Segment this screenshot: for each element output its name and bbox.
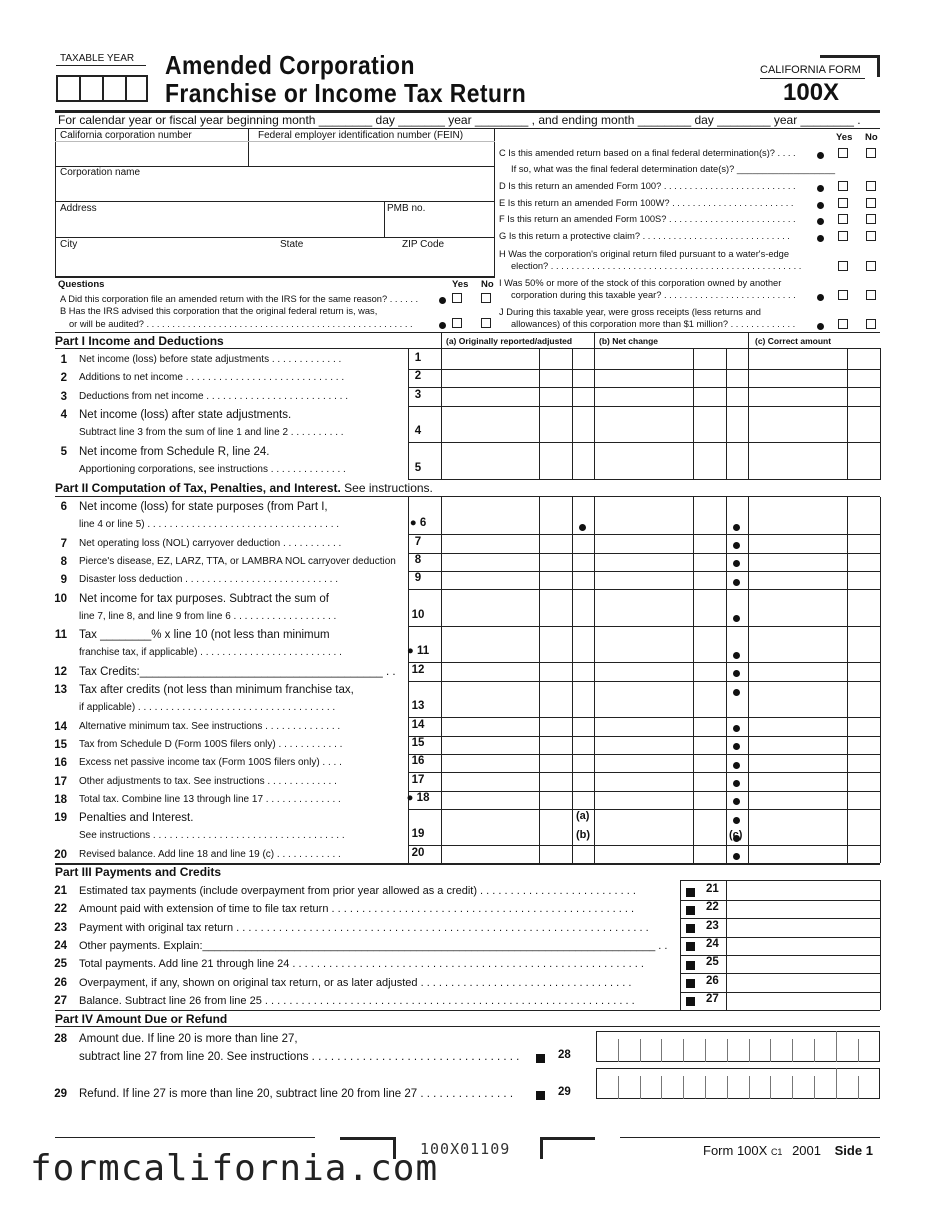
line-ref: 2: [414, 370, 422, 383]
part4-title: Part IV Amount Due or Refund: [55, 1012, 228, 1026]
line-ref: 3: [414, 388, 422, 401]
line-number: 19: [54, 812, 67, 825]
divider: [56, 65, 146, 66]
line-ref: 20: [411, 846, 425, 859]
question-b-cont: or will be audited? . . . . . . . . . . . . . . . . . . . . . . . . . . . . . . . . . . . . . . . . . . . . . . . . . . . .: [69, 319, 413, 329]
corp-name-field[interactable]: [56, 179, 494, 201]
line28-amount-field[interactable]: [596, 1031, 880, 1062]
line-text: franchise tax, if applicable) . . . . . . . . . . . . . . . . . . . . . . . . . .: [79, 647, 342, 659]
amount-field[interactable]: [442, 790, 847, 808]
part3-title: Part III Payments and Credits: [55, 865, 222, 879]
form-c1: C1: [770, 1147, 783, 1157]
line-ref: 24: [706, 937, 719, 950]
bullet-icon: [817, 235, 824, 242]
line-ref: 25: [706, 956, 719, 969]
amount-field[interactable]: [727, 919, 879, 937]
question-j: J During this taxable year, were gross receipts (less returns and: [499, 307, 761, 317]
line29-text: Refund. If line 27 is more than line 20, subtract line 20 from line 27 . . . . . . . . . . . . . . .: [79, 1088, 514, 1100]
page-title: Amended Corporation: [165, 50, 415, 80]
amount-field[interactable]: [727, 955, 879, 973]
line-text: Additions to net income . . . . . . . . . . . . . . . . . . . . . . . . . . . . .: [79, 372, 345, 384]
line-ref: 26: [706, 974, 719, 987]
amount-field[interactable]: [442, 845, 847, 863]
line-number: 4: [60, 408, 67, 421]
side-label: Side 1: [834, 1143, 873, 1158]
form-id: Form 100X: [703, 1143, 768, 1158]
bullet-icon: [733, 725, 740, 732]
question-g-no-checkbox[interactable]: [866, 231, 876, 241]
fein-label: Federal employer identification number (FEIN): [258, 130, 464, 141]
question-j-cont-no-checkbox[interactable]: [866, 319, 876, 329]
line29-amount-field[interactable]: [596, 1068, 880, 1099]
amount-field[interactable]: [442, 515, 847, 533]
form-number: 100X: [783, 79, 840, 106]
line-text: line 4 or line 5) . . . . . . . . . . . . . . . . . . . . . . . . . . . . . . . . . . .: [79, 519, 340, 531]
bullet-icon: [817, 152, 824, 159]
form-label: CALIFORNIA FORM: [760, 64, 861, 76]
question-e-no-checkbox[interactable]: [866, 198, 876, 208]
bullet-icon: [733, 817, 740, 824]
line-text: Estimated tax payments (include overpayment from prior year allowed as a credit) . . . . . . . . . . . . . . . . . . . . . . . . . .: [79, 885, 636, 897]
state-label: State: [280, 239, 304, 250]
line-number: 11: [54, 629, 67, 642]
line-text: Tax Credits:______________________________________ . .: [79, 665, 396, 678]
bullet-icon: [733, 542, 740, 549]
amount-field[interactable]: [442, 735, 847, 753]
fein-field[interactable]: [249, 142, 469, 166]
line-ref: 10: [411, 608, 425, 621]
line-ref: 7: [414, 535, 422, 548]
line19-sub-c: (c): [729, 829, 743, 841]
question-h-cont-yes-checkbox[interactable]: [838, 261, 848, 271]
bullet-icon: [733, 652, 740, 659]
bullet-icon: [817, 218, 824, 225]
line-ref: 8: [414, 553, 422, 566]
line-ref: 5: [414, 461, 422, 474]
question-g: G Is this return a protective claim? . . . . . . . . . . . . . . . . . . . . . . . . . . . . .: [499, 231, 790, 241]
taxable-year-label: TAXABLE YEAR: [60, 53, 135, 64]
no-label: No: [481, 279, 494, 290]
line-number: 15: [54, 738, 67, 751]
question-h: H Was the corporation's original return filed pursuant to a water's-edge: [499, 249, 790, 259]
line-ref: ● 18: [406, 791, 430, 804]
line-number: 28: [54, 1033, 67, 1045]
pmb-label: PMB no.: [387, 203, 426, 214]
line-number: 7: [60, 537, 67, 550]
line-number: 8: [60, 555, 67, 568]
question-i-cont-no-checkbox[interactable]: [866, 290, 876, 300]
line-number: 3: [60, 390, 67, 403]
question-e: E Is this return an amended Form 100W? . . . . . . . . . . . . . . . . . . . . . . . .: [499, 198, 794, 208]
amount-field[interactable]: [727, 900, 879, 918]
amount-field[interactable]: [442, 460, 847, 478]
line-ref: 17: [411, 773, 425, 786]
line-text: Subtract line 3 from the sum of line 1 and line 2 . . . . . . . . . .: [79, 427, 344, 439]
line-number: 24: [54, 939, 67, 952]
question-a-yes-checkbox[interactable]: [452, 293, 462, 303]
line-text: Balance. Subtract line 26 from line 25 . . . . . . . . . . . . . . . . . . . . . . . . . . . . . . . . . . . . . . . . . . . . . . . . . . . . . . . . . . . . .: [79, 994, 635, 1007]
line-ref: 4: [414, 425, 422, 438]
yes-label: Yes: [452, 279, 469, 290]
line-number: 6: [60, 501, 67, 513]
line-ref: 27: [706, 992, 719, 1005]
question-d-yes-checkbox[interactable]: [838, 181, 848, 191]
questions-title: Questions: [58, 279, 105, 290]
address-label: Address: [60, 203, 97, 214]
part2-title: Part II Computation of Tax, Penalties, and Interest.: [55, 481, 341, 495]
amount-field[interactable]: [442, 534, 847, 552]
amount-field[interactable]: [727, 992, 879, 1010]
column-c-header: (c) Correct amount: [755, 336, 832, 346]
question-h-cont-no-checkbox[interactable]: [866, 261, 876, 271]
line-text: Payment with original tax return . . . . . . . . . . . . . . . . . . . . . . . . . . . . . . . . . . . . . . . . . . . . . . . . . . . . . . . . . . . . . . . . . . . .: [79, 921, 649, 934]
line-number: 5: [60, 445, 67, 458]
line-number: 21: [54, 885, 67, 897]
line-number: 20: [54, 848, 67, 861]
question-c-yes-checkbox[interactable]: [838, 148, 848, 158]
line-number: 25: [54, 958, 67, 971]
square-bullet-icon: [536, 1091, 545, 1100]
amount-field[interactable]: [727, 882, 879, 900]
question-g-yes-checkbox[interactable]: [838, 231, 848, 241]
square-bullet-icon: [686, 924, 695, 933]
line-ref: ● 6: [409, 517, 427, 530]
line-text: Deductions from net income . . . . . . . . . . . . . . . . . . . . . . . . . .: [79, 390, 348, 402]
line-ref: ● 11: [406, 645, 430, 658]
bullet-icon: [817, 294, 824, 301]
line-number: 17: [54, 775, 67, 788]
line-text: Net income from Schedule R, line 24.: [79, 445, 270, 458]
line-number: 16: [54, 757, 67, 770]
amount-field[interactable]: [442, 772, 847, 790]
square-bullet-icon: [686, 979, 695, 988]
line-ref: 19: [411, 828, 425, 841]
ca-corp-number-label: California corporation number: [60, 130, 192, 141]
question-c-date: If so, what was the final federal determination date(s)? ___________________: [511, 164, 836, 174]
amount-field[interactable]: [442, 662, 847, 680]
line-number: 23: [54, 921, 67, 934]
line-number: 9: [60, 574, 67, 587]
line-number: 18: [54, 793, 67, 806]
line-number: 12: [54, 665, 67, 678]
pmb-field[interactable]: [385, 215, 494, 236]
line-text: Alternative minimum tax. See instructions . . . . . . . . . . . . . .: [79, 720, 341, 732]
amount-field[interactable]: [442, 826, 847, 844]
amount-field[interactable]: [442, 753, 847, 771]
amount-field[interactable]: [442, 570, 847, 588]
line-text: Net operating loss (NOL) carryover deduction . . . . . . . . . . .: [79, 537, 342, 549]
bullet-icon: [733, 689, 740, 696]
line-text: Other payments. Explain:__________________________________________________________________________ . .: [79, 939, 668, 952]
bullet-icon: [733, 853, 740, 860]
column-b-header: (b) Net change: [599, 336, 659, 346]
page-subtitle: Franchise or Income Tax Return: [165, 78, 527, 108]
amount-field[interactable]: [442, 717, 847, 735]
bullet-icon: [817, 323, 824, 330]
form-year: 2001: [792, 1143, 821, 1158]
amount-field[interactable]: [442, 698, 847, 716]
city-state-zip-field[interactable]: [56, 251, 494, 275]
amount-field[interactable]: [727, 974, 879, 992]
bullet-icon: [733, 670, 740, 677]
line28-text: Amount due. If line 20 is more than line 27,: [79, 1033, 298, 1045]
line-ref: 14: [411, 718, 425, 731]
line-number: 26: [54, 976, 67, 989]
bullet-icon: [733, 579, 740, 586]
line-ref: 16: [411, 755, 425, 768]
line-text: Net income for tax purposes. Subtract the sum of: [79, 592, 329, 605]
line-number: 10: [54, 592, 67, 605]
line-ref: 23: [706, 919, 719, 932]
line-ref: 12: [411, 663, 425, 676]
line-text: Other adjustments to tax. See instructions . . . . . . . . . . . . .: [79, 775, 337, 787]
bullet-icon: [439, 322, 446, 329]
question-j-cont: allowances) of this corporation more than $1 million? . . . . . . . . . . . . .: [511, 319, 796, 329]
line-text: Revised balance. Add line 18 and line 19 (c) . . . . . . . . . . . .: [79, 848, 341, 860]
line-text: line 7, line 8, and line 9 from line 6 . . . . . . . . . . . . . . . . . . .: [79, 610, 337, 622]
line-number: 2: [60, 372, 67, 385]
bullet-icon: [733, 798, 740, 805]
question-f-no-checkbox[interactable]: [866, 214, 876, 224]
line-number: 22: [54, 903, 67, 916]
question-d-no-checkbox[interactable]: [866, 181, 876, 191]
zip-label: ZIP Code: [402, 239, 445, 250]
line-ref: 13: [411, 700, 425, 713]
bullet-icon: [733, 524, 740, 531]
line-text: Tax from Schedule D (Form 100S filers only) . . . . . . . . . . . .: [79, 738, 343, 750]
question-h-cont: election? . . . . . . . . . . . . . . . . . . . . . . . . . . . . . . . . . . . . . . . . . . . . . . . . .: [511, 261, 802, 271]
bullet-icon: [579, 524, 586, 531]
bullet-icon: [817, 202, 824, 209]
line-number: 1: [60, 354, 67, 366]
line-text: Apportioning corporations, see instructions . . . . . . . . . . . . . .: [79, 463, 346, 475]
part1-title: Part I Income and Deductions: [55, 334, 224, 348]
line-text: Net income (loss) before state adjustments . . . . . . . . . . . . .: [79, 354, 342, 365]
line-ref: 21: [706, 883, 719, 895]
line-ref: 9: [414, 572, 422, 585]
question-c: C Is this amended return based on a final federal determination(s)? . . . .: [499, 148, 796, 158]
city-label: City: [60, 239, 78, 250]
question-i: I Was 50% or more of the stock of this corporation owned by another: [499, 278, 782, 288]
amount-field[interactable]: [442, 368, 847, 386]
line-number: 29: [54, 1088, 67, 1100]
part2-note: See instructions.: [344, 481, 433, 495]
question-d: D Is this return an amended Form 100? . . . . . . . . . . . . . . . . . . . . . . . . . .: [499, 181, 796, 191]
line-text: Overpayment, if any, shown on original tax return, or as later adjusted . . . . . . . . . . . . . . . . . . . . . . . . . . . . . . . . . . .: [79, 976, 632, 989]
bullet-icon: [439, 297, 446, 304]
square-bullet-icon: [686, 961, 695, 970]
amount-field[interactable]: [727, 937, 879, 955]
line-text: Total payments. Add line 21 through line 24 . . . . . . . . . . . . . . . . . . . . . . . . . . . . . . . . . . . . . . . . . . . . . . . . . . . . . . . . . .: [79, 958, 644, 971]
bullet-icon: [733, 743, 740, 750]
tax-period-line[interactable]: For calendar year or fiscal year beginning month ________ day _______ year ________ , and ending month ________ day ________ year ________ .: [58, 113, 861, 127]
amount-field[interactable]: [442, 350, 847, 368]
bullet-icon: [817, 185, 824, 192]
question-b: B Has the IRS advised this corporation that the original federal return is, was,: [60, 306, 378, 316]
question-i-cont-yes-checkbox[interactable]: [838, 290, 848, 300]
line-text: Net income (loss) after state adjustments.: [79, 408, 292, 421]
question-f: F Is this return an amended Form 100S? . . . . . . . . . . . . . . . . . . . . . . . . .: [499, 214, 796, 224]
amount-field[interactable]: [442, 423, 847, 441]
line28-ref: 28: [558, 1049, 571, 1061]
bullet-icon: [733, 560, 740, 567]
line-text: Net income (loss) for state purposes (from Part I,: [79, 501, 328, 513]
bullet-icon: [733, 615, 740, 622]
question-e-yes-checkbox[interactable]: [838, 198, 848, 208]
line-number: 14: [54, 720, 67, 733]
line-text: Tax ________% x line 10 (not less than minimum: [79, 629, 330, 642]
bullet-icon: [733, 780, 740, 787]
amount-field[interactable]: [442, 552, 847, 570]
amount-field[interactable]: [442, 607, 847, 625]
question-b-yes-checkbox[interactable]: [452, 318, 462, 328]
question-b-no-checkbox[interactable]: [481, 318, 491, 328]
bullet-icon: [733, 762, 740, 769]
square-bullet-icon: [686, 888, 695, 897]
question-a: A Did this corporation file an amended return with the IRS for the same reason? . . . . . .: [60, 294, 419, 304]
line-text: Pierce's disease, EZ, LARZ, TTA, or LAMBRA NOL carryover deduction: [79, 555, 396, 567]
line-ref: 22: [706, 901, 719, 914]
line-text: Total tax. Combine line 13 through line 17 . . . . . . . . . . . . . .: [79, 793, 341, 805]
question-j-cont-yes-checkbox[interactable]: [838, 319, 848, 329]
corp-name-label: Corporation name: [60, 167, 141, 178]
barcode-text: 100X01109: [420, 1140, 511, 1158]
line19-sub-b: (b): [576, 829, 591, 841]
line-text: Tax after credits (not less than minimum franchise tax,: [79, 684, 354, 696]
square-bullet-icon: [686, 997, 695, 1006]
line28-text-cont: subtract line 27 from line 20. See instructions . . . . . . . . . . . . . . . . . . . . . . . . . . . . . . . . .: [79, 1051, 520, 1063]
ca-corp-number-field[interactable]: [55, 142, 248, 166]
line19-sub-a: (a): [576, 810, 590, 822]
line-ref: 1: [414, 352, 422, 364]
square-bullet-icon: [536, 1054, 545, 1063]
amount-field[interactable]: [442, 387, 847, 405]
column-a-header: (a) Originally reported/adjusted: [446, 336, 573, 346]
no-label-right: No: [865, 132, 878, 143]
question-a-no-checkbox[interactable]: [481, 293, 491, 303]
line-text: if applicable) . . . . . . . . . . . . . . . . . . . . . . . . . . . . . . . . . . . .: [79, 702, 336, 714]
line-number: 13: [54, 684, 67, 696]
line-text: See instructions . . . . . . . . . . . . . . . . . . . . . . . . . . . . . . . . . . .: [79, 830, 345, 842]
address-field[interactable]: [56, 215, 383, 236]
line-text: Penalties and Interest.: [79, 812, 194, 825]
line-text: Disaster loss deduction . . . . . . . . . . . . . . . . . . . . . . . . . . . .: [79, 574, 338, 586]
line29-ref: 29: [558, 1086, 571, 1098]
line-text: Amount paid with extension of time to file tax return . . . . . . . . . . . . . . . . . . . . . . . . . . . . . . . . . . . . . . . . . . . . . . . . . .: [79, 903, 635, 916]
line-ref: 15: [411, 736, 425, 749]
watermark: formcalifornia.com: [30, 1148, 439, 1189]
question-i-cont: corporation during this taxable year? . . . . . . . . . . . . . . . . . . . . . . . . . .: [511, 290, 796, 300]
square-bullet-icon: [686, 906, 695, 915]
amount-field[interactable]: [442, 643, 847, 661]
line-number: 27: [54, 994, 67, 1007]
question-c-no-checkbox[interactable]: [866, 148, 876, 158]
yes-label-right: Yes: [836, 132, 853, 143]
square-bullet-icon: [686, 942, 695, 951]
question-f-yes-checkbox[interactable]: [838, 214, 848, 224]
line-text: Excess net passive income tax (Form 100S filers only) . . . .: [79, 757, 342, 769]
